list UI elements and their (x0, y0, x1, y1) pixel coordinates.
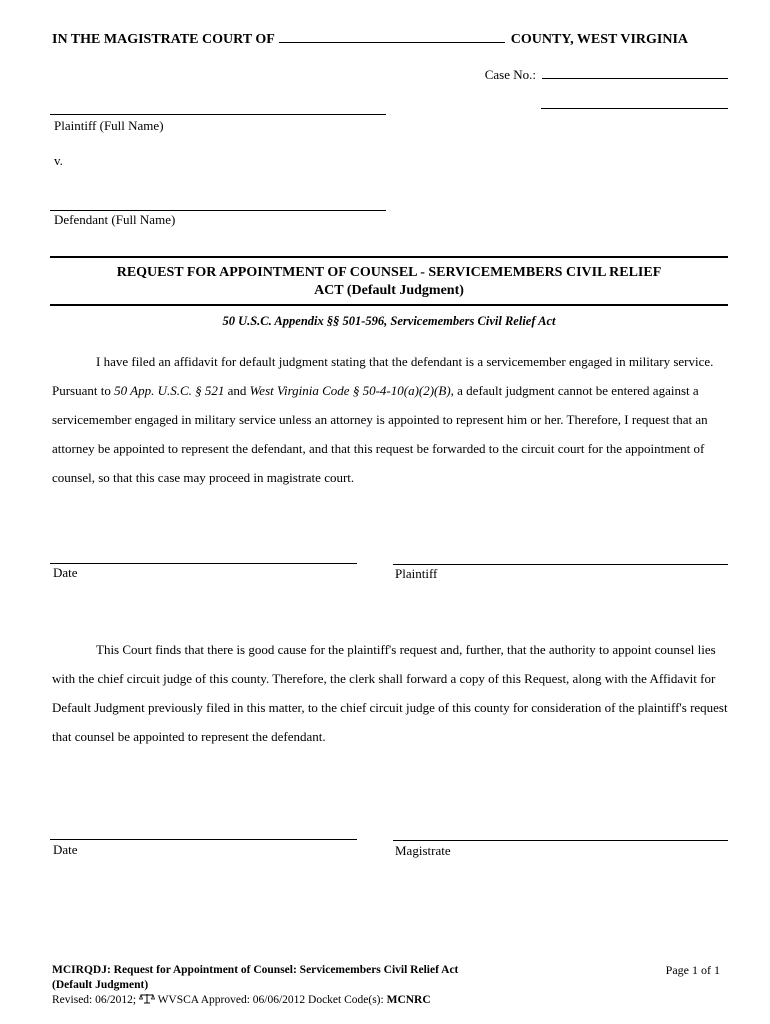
court-header (52, 30, 724, 48)
revision-line (52, 993, 458, 1008)
statute-subtitle: 50 U.S.C. Appendix §§ 501-596, Servicemembers Civil Relief Act (222, 314, 556, 328)
date-label-1: Date (53, 565, 78, 580)
request-text-b: and (224, 383, 250, 398)
request-text-a: I have filed an affidavit for default judgment stating that the defendant is a servicemember engaged in military service. Pursuant to (52, 354, 714, 398)
court-prefix: IN THE MAGISTRATE COURT OF (52, 32, 275, 47)
case-no-field-2[interactable] (541, 108, 728, 109)
title-bottom-rule (50, 304, 728, 306)
page-number: Page 1 of 1 (665, 963, 720, 977)
case-no-field[interactable] (542, 66, 728, 79)
defendant-name-field[interactable] (50, 210, 386, 211)
scales-of-justice-icon (139, 993, 155, 1004)
revised-date: Revised: 06/2012; (52, 994, 137, 1006)
docket-code: MCNRC (386, 994, 431, 1006)
county-blank-field[interactable] (279, 30, 505, 43)
magistrate-signature-line[interactable] (393, 840, 728, 841)
plaintiff-signature-line[interactable] (393, 564, 728, 565)
request-paragraph (52, 347, 728, 492)
title-line-2: ACT (Default Judgment) (314, 283, 464, 298)
case-number-row (485, 66, 728, 83)
plaintiff-signature-label: Plaintiff (395, 566, 438, 581)
document-title (50, 258, 728, 304)
defendant-label: Defendant (Full Name) (54, 212, 176, 227)
versus-label: v. (54, 153, 63, 168)
form-id-line-1: MCIRQDJ: Request for Appointment of Counsel: Servicemembers Civil Relief Act (52, 964, 459, 976)
form-footer (52, 963, 458, 1008)
date-label-2: Date (53, 842, 78, 857)
court-finding-paragraph (52, 635, 728, 751)
citation-wv-code: West Virginia Code § 50-4-10(a)(2)(B) (249, 383, 451, 398)
date-signature-line-2[interactable] (50, 839, 357, 840)
plaintiff-label: Plaintiff (Full Name) (54, 118, 164, 133)
date-signature-line-1[interactable] (50, 563, 357, 564)
document-title-block (50, 256, 728, 329)
case-no-label: Case No.: (484, 67, 536, 82)
court-suffix: COUNTY, WEST VIRGINIA (510, 32, 689, 47)
approval-text: WVSCA Approved: 06/06/2012 Docket Code(s): (157, 994, 384, 1006)
finding-text: This Court finds that there is good cause for the plaintiff's request and, further, that the authority to appoint counsel lies with the chief circuit judge of this county. Therefore, the clerk shall forward a copy of this Request, along with the Affidavit for Default Judgment previously filed in this matter, to the chief circuit judge of this county for consideration of the plaintiff's request that counsel be appointed to represent the defendant. (52, 642, 728, 744)
title-line-1: REQUEST FOR APPOINTMENT OF COUNSEL - SERVICEMEMBERS CIVIL RELIEF (116, 265, 662, 280)
plaintiff-name-field[interactable] (50, 114, 386, 115)
magistrate-signature-label: Magistrate (395, 843, 451, 858)
form-id-line-2: (Default Judgment) (52, 979, 149, 991)
citation-usc: 50 App. U.S.C. § 521 (114, 383, 225, 398)
request-text-c: , a default judgment cannot be entered against a servicemember engaged in military service unless an attorney is appointed to represent him or her. Therefore, I request that an attorney be appointed to represent the defendant, and that this request be forwarded to the circuit court for the appointment of counsel, so that this case may proceed in magistrate court. (52, 383, 708, 485)
